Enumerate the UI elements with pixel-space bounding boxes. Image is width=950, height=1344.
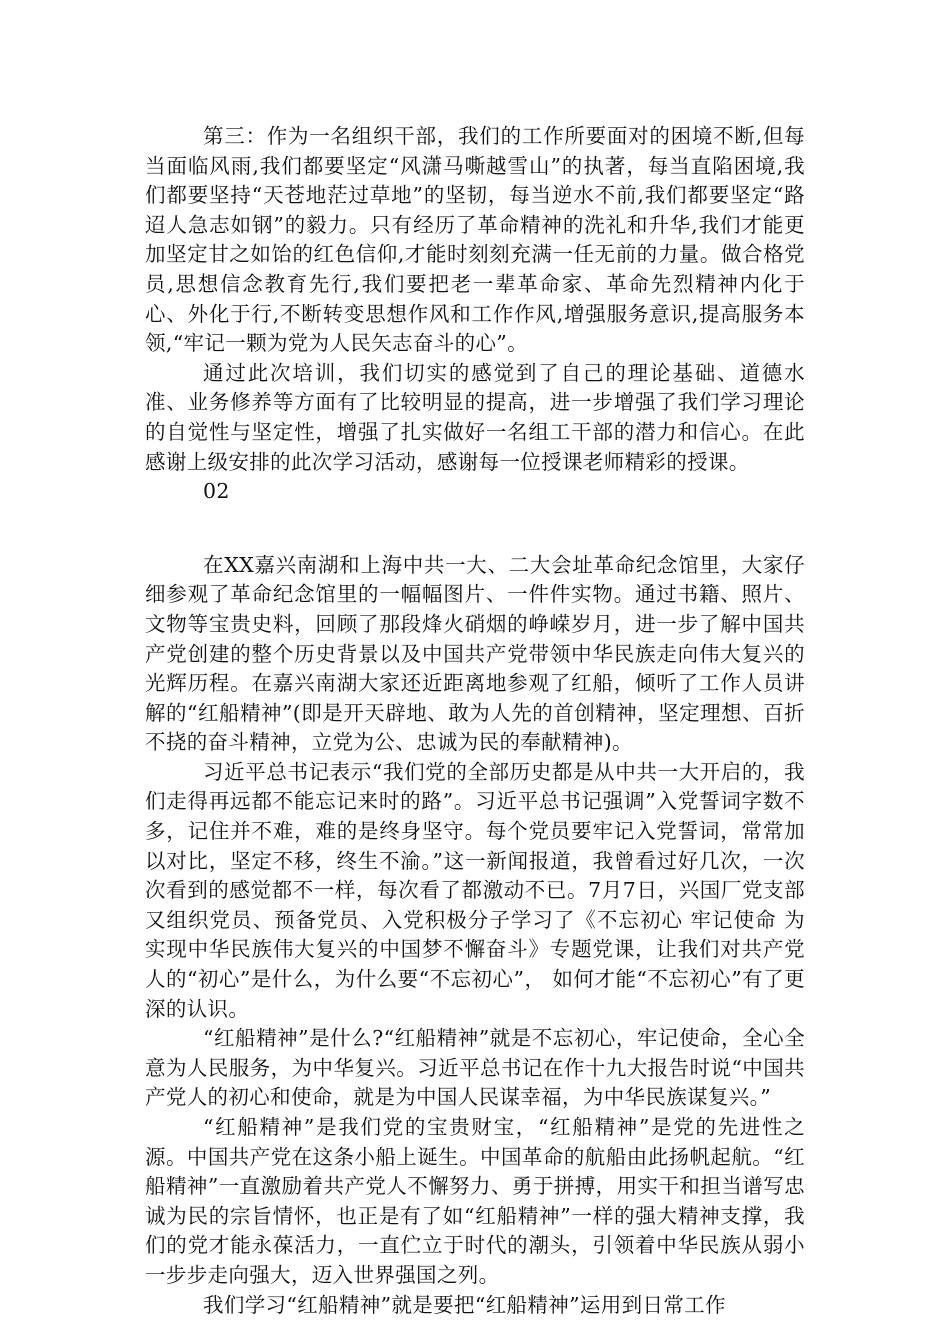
paragraph-memorial-visit: 在XX嘉兴南湖和上海中共一大、二大会址革命纪念馆里，大家仔细参观了革命纪念馆里的一幅幅图片、一件件实物。通过书籍、照片、文物等宝贵史料，回顾了那段烽火硝烟的峥嵘岁月，进一步了解中国共产党创建的整个历史背景以及中国共产党带领中华民族走向伟大复兴的光辉历程。在嘉兴南湖大家还近距离地参观了红船，倾听了工作人员讲解的“红船精神”(即是开天辟地、敢为人先的首创精神，坚定理想、百折不挠的奋斗精神，立党为公、忠诚为民的奉献精神)。 (145, 552, 805, 755)
paragraph-red-boat-treasure: “红船精神”是我们党的宝贵财宝，“红船精神”是党的先进性之源。中国共产党在这条小船上诞生。中国革命的航船由此扬帆起航。“红船精神”一直激励着共产党人不懈努力、勇于拼搏，用实干和担当谱写忠诚为民的宗旨情怀，也正是有了如“红船精神”一样的强大精神支撑，我们的党才能永葆活力，一直伫立于时代的潮头，引领着中华民族从弱小一步步走向强大，迈入世界强国之列。 (145, 1115, 805, 1287)
section-spacer (145, 507, 805, 551)
paragraph-third-point: 第三：作为一名组织干部，我们的工作所要面对的困境不断,但每当面临风雨,我们都要坚定“风潇马嘶越雪山”的执著，每当直陷困境,我们都要坚持“天苍地茫过草地”的坚韧，每当逆水不前,我们都要坚定“路迢人急志如钢”的毅力。只有经历了革命精神的洗礼和升华,我们才能更加坚定甘之如饴的红色信仰,才能时刻刻充满一任无前的力量。做合格党员,思想信念教育先行,我们要把老一辈革命家、革命先烈精神内化于心、外化于行,不断转变思想作风和工作作风,增强服务意识,提高服务本领,“牢记一颗为党为人民矢志奋斗的心”。 (145, 124, 805, 356)
paragraph-xi-quote: 习近平总书记表示“我们党的全部历史都是从中共一大开启的，我们走得再远都不能忘记来时的路”。习近平总书记强调”入党誓词字数不多，记住并不难，难的是终身坚守。每个党员要牢记入党誓词，常常加以对比，坚定不移，终生不渝。”这一新闻报道，我曾看过好几次，一次次看到的感觉都不一样，每次看了都激动不已。7月7日，兴国厂党支部又组织党员、预备党员、入党积极分子学习了《不忘初心 牢记使命 为实现中华民族伟大复兴的中国梦不懈奋斗》专题党课，让我们对共产党人的“初心”是什么，为什么要“不忘初心”， 如何才能“不忘初心”有了更深的认识。 (145, 759, 805, 1021)
paragraph-training-summary: 通过此次培训，我们切实的感觉到了自己的理论基础、道德水准、业务修养等方面有了比较明显的提高，进一步增强了我们学习理论的自觉性与坚定性，增强了扎实做好一名组工干部的潜力和信心。在此感谢上级安排的此次学习活动，感谢每一位授课老师精彩的授课。 (145, 360, 805, 474)
paragraph-learning-application: 我们学习“红船精神”就是要把“红船精神”运用到日常工作 (203, 1292, 726, 1317)
paragraph-red-boat-meaning: “红船精神”是什么?“红船精神”就是不忘初心，牢记使命，全心全意为人民服务，为中华复兴。习近平总书记在作十九大报告时说“中国共产党人的初心和使命，就是为中国人民谋幸福，为中华民族谋复兴。” (145, 1026, 805, 1110)
section-number: 02 (203, 479, 230, 504)
document-page (145, 122, 805, 1320)
